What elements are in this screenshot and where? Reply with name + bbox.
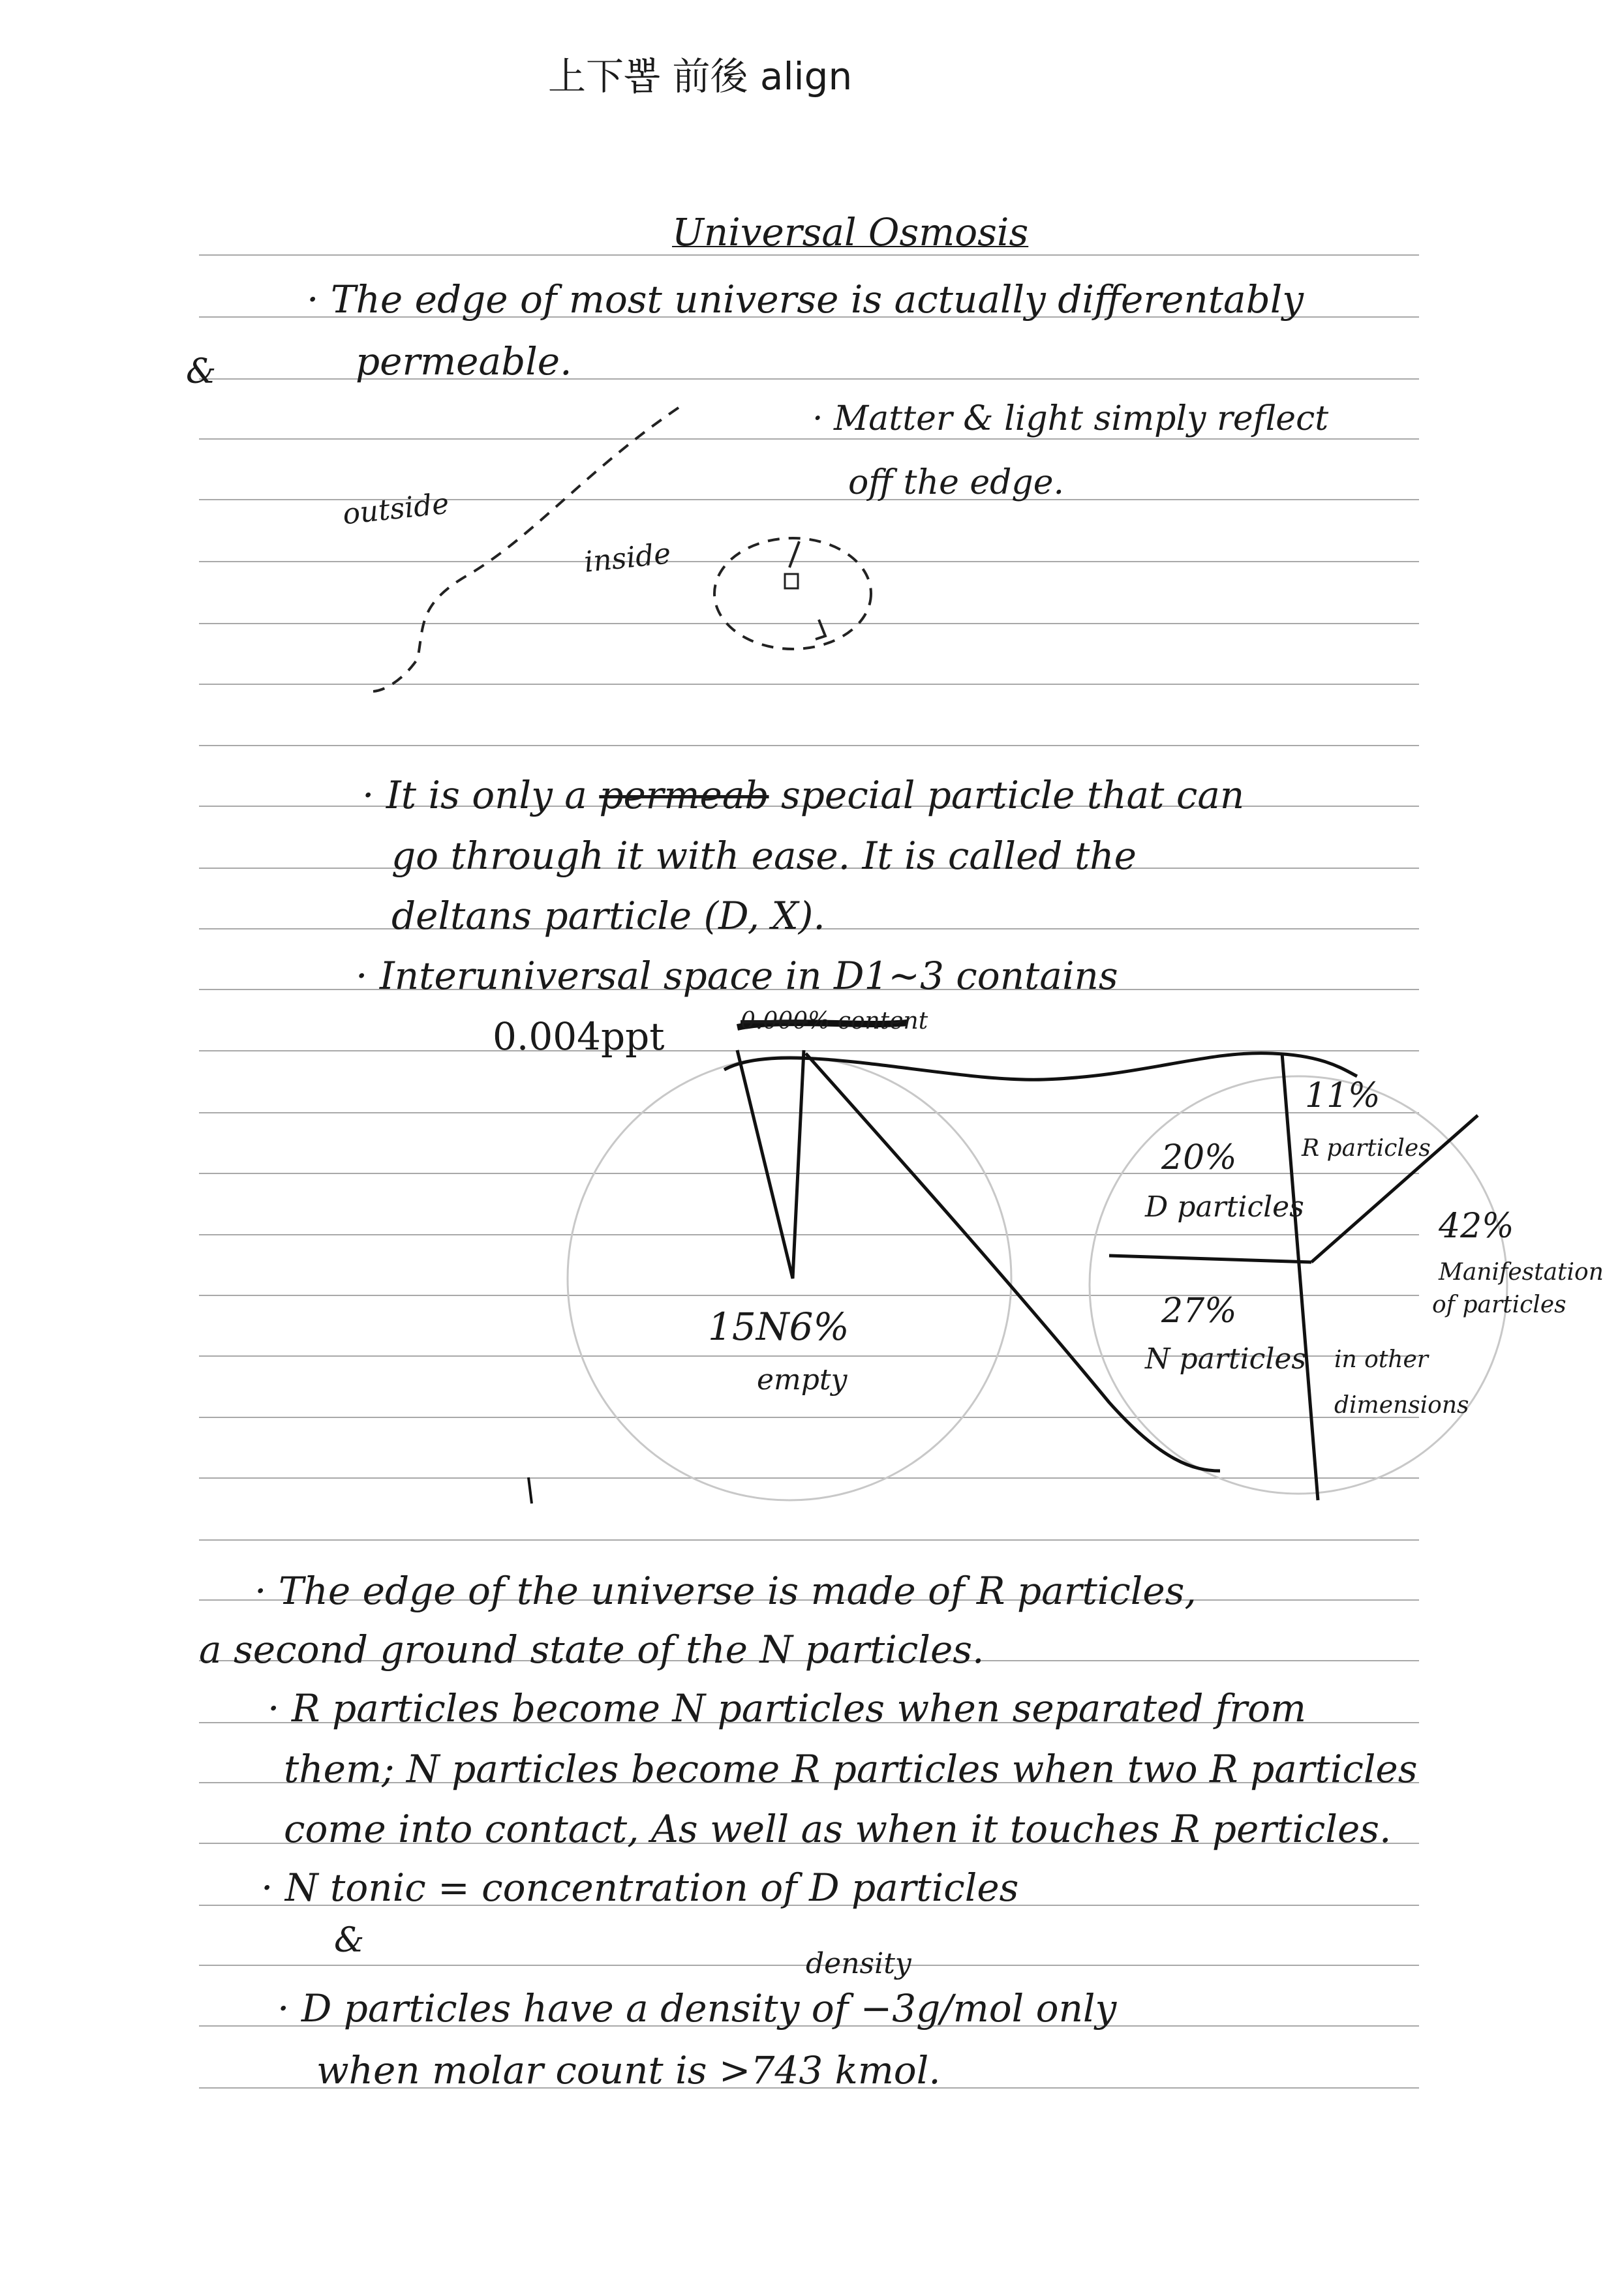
margin-mark-2: &	[334, 1921, 365, 1960]
pie-d-value: 20%	[1161, 1138, 1237, 1177]
bullet-4-content-label: % content	[808, 1008, 928, 1035]
bullet-3-post: special particle that can	[780, 773, 1245, 817]
pie-m-label-3: in other dimensions	[1334, 1346, 1469, 1419]
pie-divider-curve	[806, 1053, 1220, 1471]
bullet-1-line-1: · The edge of most universe is actually differentably	[307, 277, 1304, 322]
lower-line-4: them; N particles become R particles when two R particles	[284, 1747, 1418, 1791]
pie-horizontal-divider	[1109, 1256, 1311, 1262]
pie-r-value: 11%	[1305, 1076, 1381, 1115]
bullet-4-content	[741, 1008, 928, 1035]
pie-n-value: 27%	[1161, 1292, 1237, 1331]
pie-m-label-1: Manifestation	[1439, 1259, 1604, 1286]
bullet-1-line-2: permeable.	[356, 339, 572, 384]
pie-outline	[568, 1057, 1011, 1500]
label-inside: inside	[582, 537, 673, 579]
bullet-4-amount: 0.004ppt	[493, 1014, 665, 1059]
pie-d-label: D particles	[1145, 1190, 1304, 1224]
page-heading: Universal Osmosis	[672, 210, 1029, 254]
bullet-4-line-1: · Interuniversal space in D1~3 contains	[356, 954, 1118, 998]
lower-line-5: come into contact, As well as when it touches R perticles.	[284, 1807, 1392, 1851]
pie-empty-value: 15N6%	[708, 1305, 849, 1349]
lower-line-6: · N tonic = concentration of D particles	[261, 1865, 1019, 1910]
lower-line-2: a second ground state of the N particles.	[199, 1627, 985, 1672]
pie-m-label-2: of particles	[1432, 1292, 1567, 1318]
lower-line-7-density: density	[806, 1947, 911, 1980]
bullet-4-struck: 0.000	[741, 1008, 808, 1035]
page-header: 上下뽑 前後 align	[548, 54, 853, 98]
margin-mark: &	[186, 352, 217, 391]
bullet-2-line-1: · Matter & light simply reflect	[812, 399, 1329, 438]
stray-mark	[528, 1477, 532, 1503]
pie-empty-label: empty	[757, 1363, 848, 1397]
lower-line-3: · R particles become N particles when separated from	[267, 1686, 1306, 1730]
lower-line-9: when molar count is >743 kmol.	[316, 2048, 941, 2092]
pie-spike	[737, 1050, 804, 1278]
bullet-3-line-3: deltans particle (D, X).	[391, 894, 825, 938]
pie-n-label: N particles	[1145, 1342, 1307, 1376]
pie-m-value: 42%	[1439, 1207, 1514, 1246]
bullet-3-pre: · It is only a	[362, 773, 587, 817]
lower-line-8: · D particles have a density of −3g/mol only	[277, 1986, 1117, 2031]
bullet-3-line-2: go through it with ease. It is called the	[391, 834, 1137, 878]
bullet-3-line-1	[362, 773, 1244, 817]
pie-r-label: R particles	[1302, 1135, 1431, 1162]
pie-vertical-divider	[1282, 1053, 1318, 1500]
lower-line-1: · The edge of the universe is made of R particles,	[254, 1569, 1197, 1613]
label-outside: outside	[341, 487, 451, 532]
bullet-3-struck: permeab	[599, 773, 769, 817]
bullet-2-line-2: off the edge.	[848, 463, 1065, 502]
particle-square	[785, 574, 798, 588]
particle-circle-dashed	[714, 538, 871, 649]
